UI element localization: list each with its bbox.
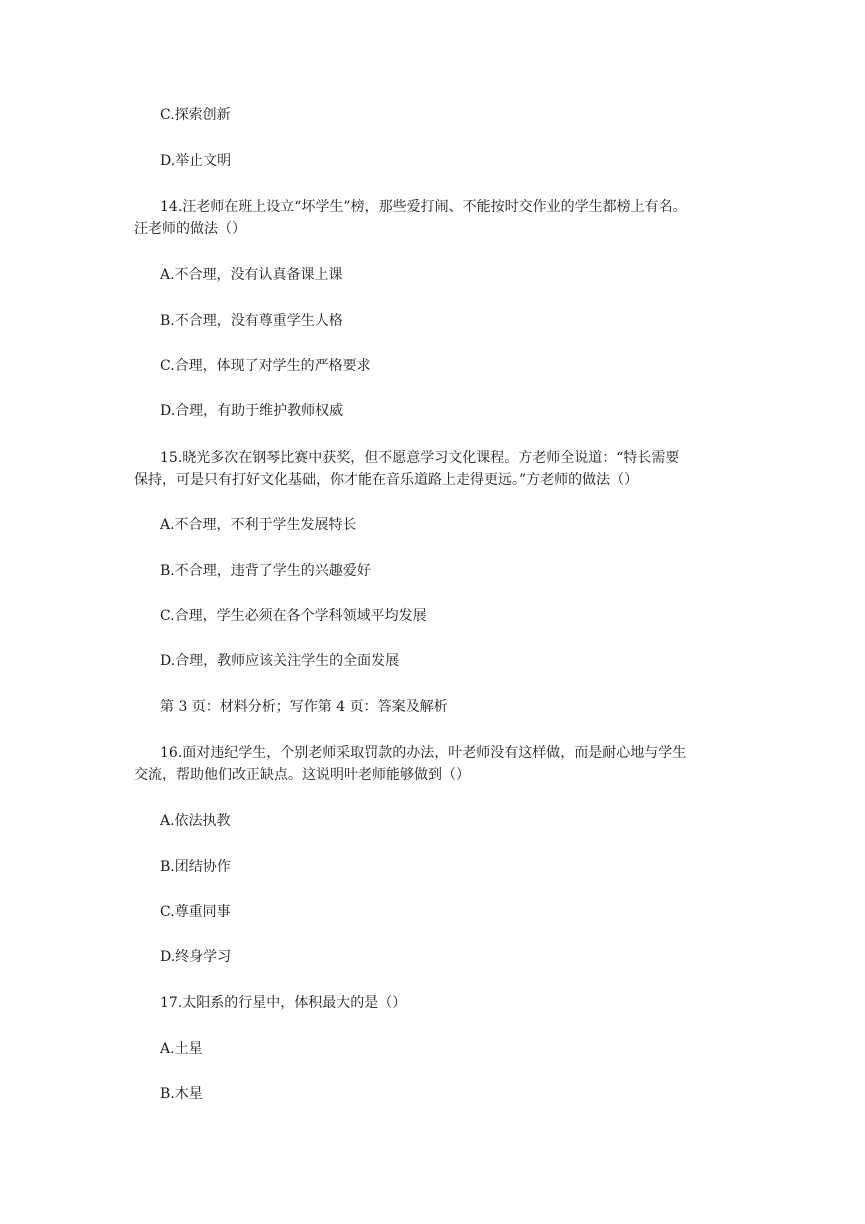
option-14b: B.不合理，没有尊重学生人格	[160, 313, 343, 329]
page-heading: 第 3 页：材料分析；写作第 4 页：答案及解析	[160, 699, 448, 715]
option-14a: A.不合理，没有认真备课上课	[160, 267, 343, 283]
option-15b: B.不合理，违背了学生的兴趣爱好	[160, 563, 371, 579]
option-17a: A.土星	[160, 1041, 203, 1057]
option-15a: A.不合理，不利于学生发展特长	[160, 517, 357, 533]
question-15-line-1: 15.晓光多次在钢琴比赛中获奖，但不愿意学习文化课程。方老师全说道：“特长需要	[160, 450, 680, 466]
option-16b: B.团结协作	[160, 859, 231, 875]
option-13d: D.举止文明	[160, 153, 232, 169]
option-16d: D.终身学习	[160, 949, 232, 965]
option-17b: B.木星	[160, 1086, 203, 1102]
question-16-line-2: 交流，帮助他们改正缺点。这说明叶老师能够做到（）	[134, 767, 470, 783]
question-16-line-1: 16.面对违纪学生，个别老师采取罚款的办法，叶老师没有这样做，而是耐心地与学生	[160, 745, 687, 761]
option-14c: C.合理，体现了对学生的严格要求	[160, 358, 371, 374]
question-14-line-1: 14.汪老师在班上设立“坏学生”榜，那些爱打闹、不能按时交作业的学生都榜上有名。	[160, 199, 687, 215]
option-13c: C.探索创新	[160, 107, 231, 123]
option-16a: A.依法执教	[160, 813, 231, 829]
question-15-line-2: 保持，可是只有打好文化基础，你才能在音乐道路上走得更远。”方老师的做法（）	[134, 472, 639, 488]
option-15d: D.合理，教师应该关注学生的全面发展	[160, 653, 400, 669]
option-15c: C.合理，学生必须在各个学科领域平均发展	[160, 608, 427, 624]
question-14-line-2: 汪老师的做法（）	[134, 221, 246, 237]
option-16c: C.尊重同事	[160, 904, 231, 920]
question-17: 17.太阳系的行星中，体积最大的是（）	[160, 995, 407, 1011]
option-14d: D.合理，有助于维护教师权威	[160, 403, 344, 419]
